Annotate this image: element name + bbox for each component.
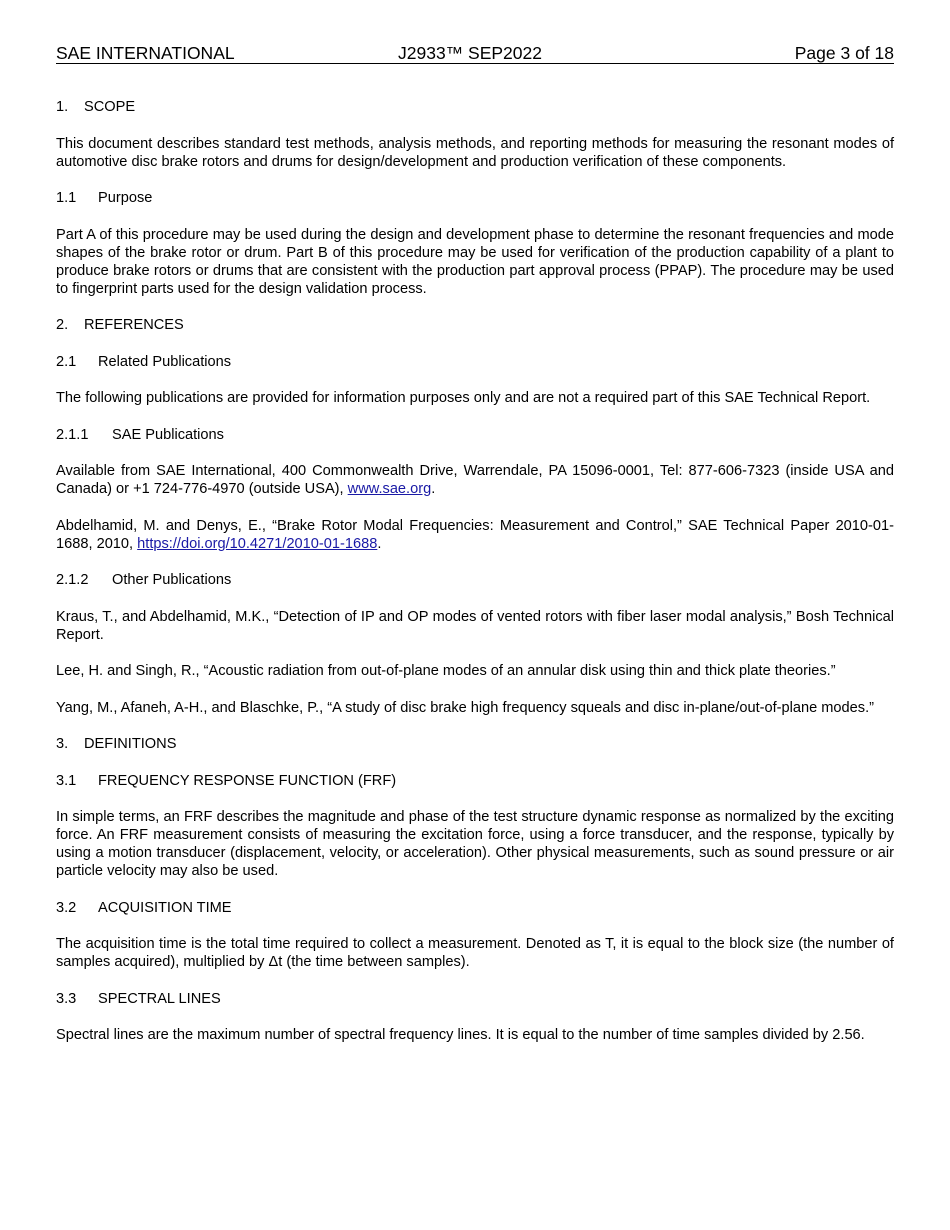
section-heading-scope [56, 98, 894, 116]
section-title: REFERENCES [84, 317, 184, 333]
reference-abdelhamid [56, 517, 894, 553]
section-number: 2.1.2 [56, 572, 89, 588]
acquisition-time-paragraph: The acquisition time is the total time required to collect a measurement. Denoted as T, it is equal to the block size (the number of samples acquired), multiplied by Δt (the time between samples). [56, 936, 894, 970]
section-heading-acquisition-time [56, 899, 894, 917]
frf-paragraph: In simple terms, an FRF describes the magnitude and phase of the test structure dynamic response as normalized by the exciting force. An FRF measurement consists of measuring the excitation force, using a force transducer, and the response, typically by using a motion transducer (displacement, velocity, or acceleration). Other physical measurements, such as sound pressure or air particle velocity may also be used. [56, 809, 894, 879]
paragraph-end: . [431, 481, 436, 497]
section-heading-frf [56, 772, 894, 790]
section-title: ACQUISITION TIME [98, 899, 232, 916]
section-number: 3.3 [56, 990, 77, 1007]
section-title: Purpose [98, 190, 153, 206]
section-title: FREQUENCY RESPONSE FUNCTION (FRF) [98, 772, 397, 789]
section-title: SPECTRAL LINES [98, 990, 221, 1007]
section-title: Related Publications [98, 353, 232, 370]
section-heading-references [56, 316, 894, 334]
section-heading-other-publications [56, 571, 894, 589]
header-publisher: SAE INTERNATIONAL [56, 43, 235, 63]
doi-link[interactable]: https://doi.org/10.4271/2010-01-1688 [137, 535, 378, 552]
section-number: 2.1 [56, 353, 77, 370]
section-number: 3. [56, 736, 69, 752]
spectral-lines-paragraph: Spectral lines are the maximum number of spectral frequency lines. It is equal to the number of time samples divided by 2.56. [56, 1027, 865, 1043]
reference-lee: Lee, H. and Singh, R., “Acoustic radiation from out-of-plane modes of an annular disk using thin and thick plate theories.” [56, 663, 836, 679]
section-heading-related-publications [56, 353, 894, 371]
reference-end: . [377, 535, 382, 552]
header-document-id: J2933™ SEP2022 [398, 43, 542, 63]
section-number: 1. [56, 99, 69, 115]
sae-availability-paragraph [56, 462, 894, 498]
scope-paragraph: This document describes standard test methods, analysis methods, and reporting methods for measuring the resonant modes of automotive disc brake rotors and drums for design/development and production verification of these components. [56, 135, 894, 170]
purpose-paragraph: Part A of this procedure may be used during the design and development phase to determine the resonant frequencies and mode shapes of the brake rotor or drum. Part B of this procedure may be used for verification of the production capability of a plant to produce brake rotors or drums that are consistent with the production part approval process (PPAP). The procedure may be used to fingerprint parts used for the design validation process. [56, 226, 894, 297]
section-number: 3.1 [56, 772, 77, 789]
section-number: 2. [56, 317, 69, 333]
reference-kraus: Kraus, T., and Abdelhamid, M.K., “Detection of IP and OP modes of vented rotors with fiber laser modal analysis,” Bosh Technical Report. [56, 608, 894, 643]
page-content [56, 98, 894, 1063]
section-heading-definitions [56, 735, 894, 753]
section-number: 3.2 [56, 899, 77, 916]
section-heading-sae-publications [56, 426, 894, 444]
section-heading-purpose [56, 189, 894, 207]
related-publications-paragraph: The following publications are provided for information purposes only and are not a required part of this SAE Technical Report. [56, 390, 871, 406]
reference-yang: Yang, M., Afaneh, A-H., and Blaschke, P., “A study of disc brake high frequency squeals and disc in-plane/out-of-plane modes.” [56, 699, 874, 716]
section-title: DEFINITIONS [84, 736, 177, 752]
section-number: 1.1 [56, 190, 77, 206]
document-page [56, 0, 894, 1043]
section-number: 2.1.1 [56, 426, 89, 443]
section-title: Other Publications [112, 572, 232, 588]
section-title: SAE Publications [112, 426, 224, 443]
reference-text: Abdelhamid, M. and Denys, E., “Brake Rotor Modal Frequencies: Measurement and Control,” SAE Technical Paper 2010-01-1688, 2010, [56, 517, 894, 552]
paragraph-text: Available from SAE International, 400 Commonwealth Drive, Warrendale, PA 15096-0001, Tel: 877-606-7323 (inside USA and Canada) or +1 724-776-4970 (outside USA), [56, 463, 894, 497]
section-heading-spectral-lines [56, 990, 894, 1008]
sae-website-link[interactable]: www.sae.org [347, 481, 432, 497]
header-page-number: Page 3 of 18 [794, 43, 894, 63]
section-title: SCOPE [84, 99, 136, 115]
page-header [56, 0, 894, 64]
